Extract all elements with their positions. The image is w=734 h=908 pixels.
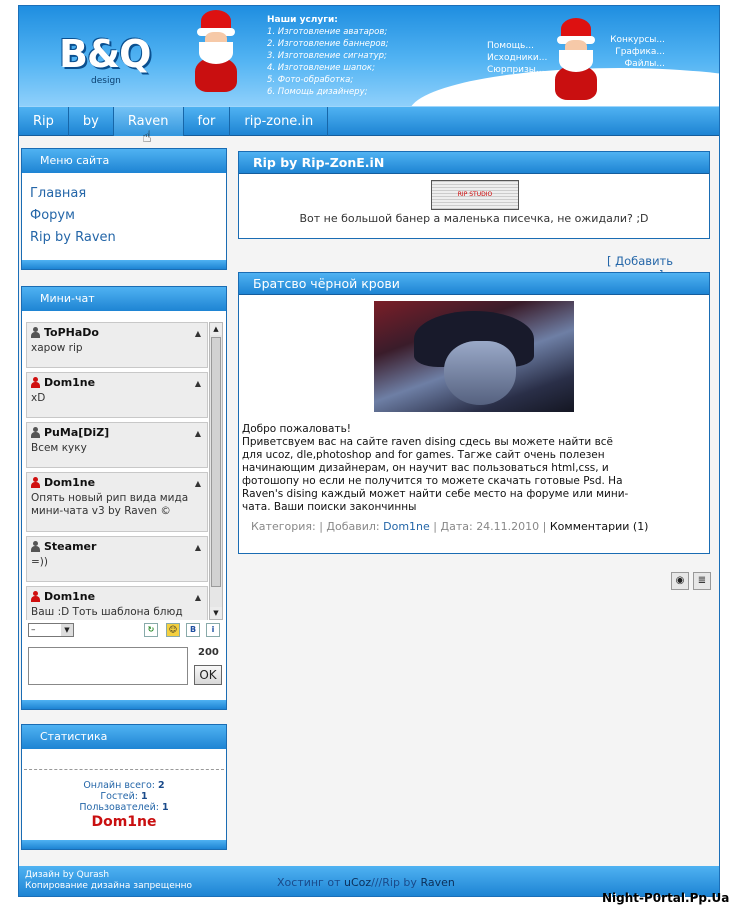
- service-item: 4. Изготовление шапок;: [267, 63, 375, 73]
- document-icon[interactable]: ≣: [693, 572, 711, 590]
- online-value: 2: [158, 780, 165, 791]
- mini-chat-title: Мини-чат: [22, 287, 226, 311]
- mini-chat-footer: [22, 700, 226, 709]
- chat-author[interactable]: Dom1ne: [44, 590, 96, 603]
- header-link-help[interactable]: Помощь...: [487, 41, 534, 51]
- meta-author-link[interactable]: Dom1ne: [383, 520, 430, 533]
- article-box: [238, 272, 710, 554]
- menu-box: [21, 148, 227, 270]
- user-icon: [31, 427, 40, 438]
- chat-controls: [28, 623, 226, 639]
- chat-text: Опять новый рип вида мида мини-чата v3 by Raven ©: [31, 492, 189, 517]
- chat-message-list: [26, 322, 208, 620]
- chat-message: [26, 322, 208, 368]
- users-label: Пользователей:: [79, 802, 159, 813]
- menu-box-footer: [22, 260, 226, 269]
- stats-box: [21, 724, 227, 850]
- news-box-text: Вот не большой банер а маленька писечка, не ожидали? ;D: [299, 212, 649, 225]
- arrow-up-icon[interactable]: ▲: [194, 379, 201, 388]
- chat-message: [26, 586, 208, 620]
- arrow-up-icon[interactable]: ▲: [194, 593, 201, 602]
- arrow-up-icon[interactable]: ▲: [194, 543, 201, 552]
- chat-char-counter: 200: [198, 647, 219, 658]
- header-link-graphics[interactable]: Графика...: [615, 47, 665, 57]
- menu-item-home[interactable]: Главная: [30, 186, 87, 201]
- chat-message: [26, 536, 208, 582]
- chat-text: =)): [31, 556, 48, 568]
- meta-date: 24.11.2010: [476, 520, 540, 533]
- news-box-title: Rip by Rip-ZonE.iN: [239, 152, 709, 174]
- copy-note: Копирование дизайна запрещенно: [25, 881, 193, 891]
- service-item: 2. Изготовление баннеров;: [267, 39, 389, 49]
- user-icon: [31, 327, 40, 338]
- santa-right-image: [547, 18, 605, 102]
- meta-category-label: Категория:: [251, 520, 316, 533]
- site-logo[interactable]: [49, 28, 179, 90]
- article-meta: Категория: | Добавил: Dom1ne | Дата: 24.11.2010 | Комментарии (1): [251, 520, 649, 533]
- guests-value: 1: [141, 791, 148, 802]
- nav-item-rip-zone[interactable]: rip-zone.in: [230, 107, 328, 136]
- user-icon: [31, 591, 40, 602]
- header-link-sources[interactable]: Исходники...: [487, 53, 548, 63]
- users-value: 1: [162, 802, 169, 813]
- scroll-down-arrow-icon[interactable]: ▼: [210, 607, 222, 619]
- chat-ok-button[interactable]: OK: [194, 665, 222, 685]
- nav-item-rip[interactable]: Rip: [19, 107, 69, 136]
- stats-divider: [24, 769, 224, 770]
- service-item: 6. Помощь дизайнеру;: [267, 87, 368, 97]
- menu-item-rip-by-raven[interactable]: Rip by Raven: [30, 230, 116, 245]
- header-links-left: [487, 40, 547, 76]
- footer-credits: [25, 870, 192, 892]
- chat-text: Всем куку: [31, 442, 87, 454]
- scroll-thumb[interactable]: [211, 337, 221, 587]
- add-news-link[interactable]: [ Добавить: [607, 254, 674, 268]
- site-header: [19, 6, 719, 106]
- bold-icon[interactable]: B: [186, 623, 200, 637]
- user-icon: [31, 377, 40, 388]
- article-body: Добро пожаловать! Приветсвуем вас на сайте raven dising сдесь вы можете найти всё для ucoz, dle,photoshop and for games. Тагже сайт очень полезен начинающим дизайнерам, он научит вас пользоваться html,css, и фотошопу но если не получится то можете скачать готовые Psd. На Raven's dising каждый может найти себе место на форуме или мини-чата. Ваши поиски закончинны: [242, 423, 629, 513]
- service-item: 3. Изготовление сигнатур;: [267, 51, 387, 61]
- services-title: Наши услуги:: [267, 15, 338, 25]
- smile-icon[interactable]: ☺: [166, 623, 180, 637]
- chat-author[interactable]: PuMa[DiZ]: [44, 426, 110, 439]
- refresh-icon[interactable]: ↻: [144, 623, 158, 637]
- service-item: 1. Изготовление аватаров;: [267, 27, 388, 37]
- chat-scrollbar[interactable]: [209, 322, 223, 620]
- raven-link[interactable]: Raven: [420, 876, 455, 889]
- article-image: [374, 301, 574, 412]
- chat-message: [26, 372, 208, 418]
- logo-text: B&Q: [59, 32, 151, 76]
- nav-item-for[interactable]: for: [184, 107, 231, 136]
- nav-item-by[interactable]: by: [69, 107, 114, 136]
- arrow-up-icon[interactable]: ▲: [194, 479, 201, 488]
- scroll-up-arrow-icon[interactable]: ▲: [210, 323, 222, 335]
- chat-text: xD: [31, 392, 46, 404]
- chat-text: хаpow rip: [31, 342, 83, 354]
- mini-chat-box: [21, 286, 227, 710]
- stats-title: Статистика: [22, 725, 226, 749]
- header-link-files[interactable]: Файлы...: [624, 59, 665, 69]
- info-icon[interactable]: i: [206, 623, 220, 637]
- ucoz-link[interactable]: uCoz: [343, 876, 372, 889]
- menu-box-title: Меню сайта: [22, 149, 226, 173]
- meta-date-label: Дата:: [440, 520, 473, 533]
- logo-subtext: design: [91, 76, 121, 86]
- guests-label: Гостей:: [100, 791, 138, 802]
- stats-body: [22, 780, 226, 831]
- menu-item-forum[interactable]: Форум: [30, 208, 75, 223]
- chat-message: [26, 472, 208, 532]
- hosting-label: Хостинг от: [277, 876, 341, 889]
- chat-author[interactable]: Dom1ne: [44, 476, 96, 489]
- chat-author[interactable]: Steamer: [44, 540, 97, 553]
- arrow-up-icon[interactable]: ▲: [194, 329, 201, 338]
- site-menu: [22, 173, 226, 249]
- chat-text: Ваш :D Тоть шаблона блюд: [31, 606, 183, 618]
- header-link-contests[interactable]: Конкурсы...: [610, 35, 665, 45]
- santa-left-image: [187, 10, 245, 94]
- chat-message: [26, 422, 208, 468]
- design-credit: Дизайн by Qurash: [25, 870, 110, 880]
- news-box-rip: [238, 151, 710, 239]
- comments-link[interactable]: Комментарии (1): [549, 520, 649, 533]
- page-frame: [18, 5, 720, 897]
- chat-author[interactable]: ToPHaDo: [44, 326, 99, 339]
- eye-icon[interactable]: ◉: [671, 572, 689, 590]
- service-item: 5. Фото-обработка;: [267, 75, 354, 85]
- user-icon: [31, 477, 40, 488]
- online-user-link[interactable]: Dom1ne: [91, 814, 157, 830]
- footer-sep: ///Rip by: [371, 876, 417, 889]
- chat-select[interactable]: – ▼: [28, 623, 74, 637]
- watermark-text: Night-P0rtal.Pp.Ua: [602, 891, 730, 905]
- online-label: Онлайн всего:: [83, 780, 155, 791]
- stats-footer: [22, 840, 226, 849]
- top-nav: [19, 106, 719, 136]
- chat-message-input[interactable]: [28, 647, 188, 685]
- arrow-up-icon[interactable]: ▲: [194, 429, 201, 438]
- header-link-surprises[interactable]: Сюрпризы...: [487, 65, 545, 75]
- chat-author[interactable]: Dom1ne: [44, 376, 96, 389]
- hand-cursor-icon: ☝: [142, 127, 152, 146]
- nav-item-raven[interactable]: Raven: [114, 107, 184, 136]
- rip-studio-banner[interactable]: RIP STUDIO: [431, 180, 519, 210]
- footer-hosting: [277, 876, 455, 889]
- services-list: [267, 14, 388, 98]
- header-links-right: [601, 34, 665, 70]
- meta-added-label: Добавил:: [326, 520, 380, 533]
- user-icon: [31, 541, 40, 552]
- article-title[interactable]: Братсво чёрной крови: [239, 273, 709, 295]
